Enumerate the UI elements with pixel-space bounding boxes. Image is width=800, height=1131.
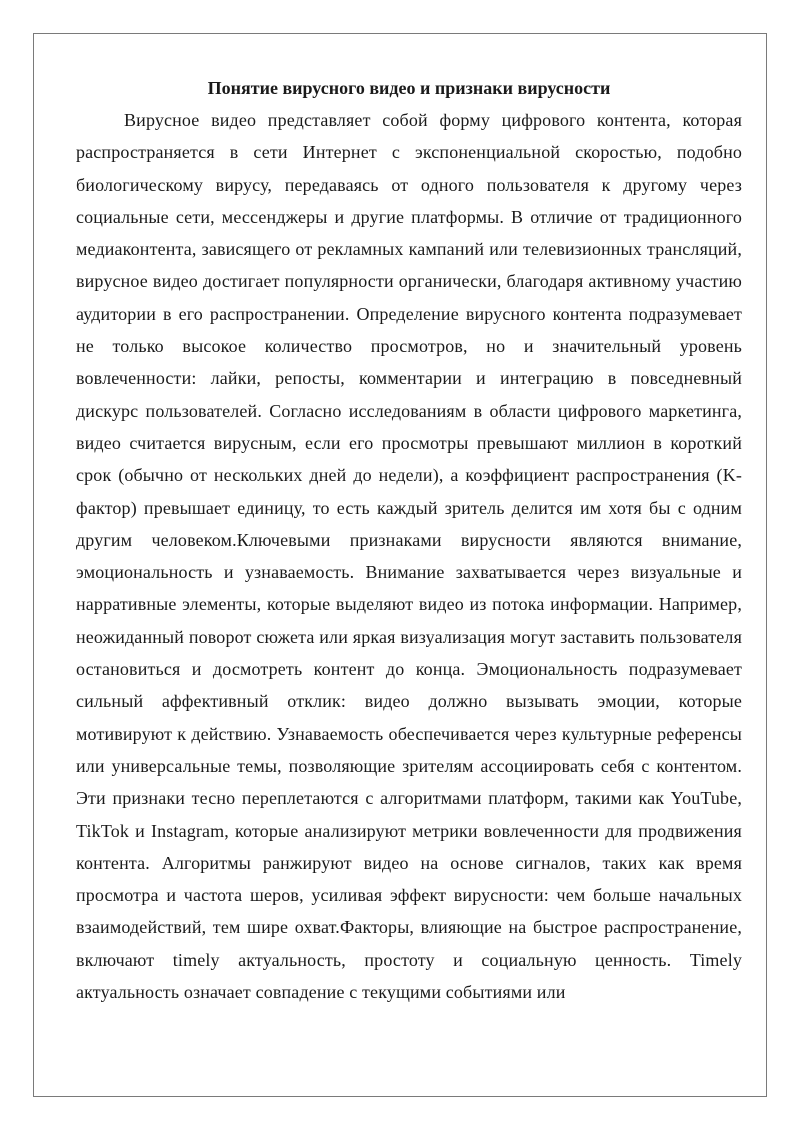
document-content — [76, 74, 742, 1008]
body-paragraph: Вирусное видео представляет собой форму цифрового контента, которая распространяется в сети Интернет с экспоненциальной скоростью, подобно биологическому вирусу, передаваясь от одного пользователя к другому через социальные сети, мессенджеры и другие платформы. В отличие от традиционного медиаконтента, зависящего от рекламных кампаний или телевизионных трансляций, вирусное видео достигает популярности органически, благодаря активному участию аудитории в его распространении. Определение вирусного контента подразумевает не только высокое количество просмотров, но и значительный уровень вовлеченности: лайки, репосты, комментарии и интеграцию в повседневный дискурс пользователей. Согласно исследованиям в области цифрового маркетинга, видео считается вирусным, если его просмотры превышают миллион в короткий срок (обычно от нескольких дней до недели), а коэффициент распространения (K-фактор) превышает единицу, то есть каждый зритель делится им хотя бы с одним другим человеком.Ключевыми признаками вирусности являются внимание, эмоциональность и узнаваемость. Внимание захватывается через визуальные и нарративные элементы, которые выделяют видео из потока информации. Например, неожиданный поворот сюжета или яркая визуализация могут заставить пользователя остановиться и досмотреть контент до конца. Эмоциональность подразумевает сильный аффективный отклик: видео должно вызывать эмоции, которые мотивируют к действию. Узнаваемость обеспечивается через культурные референсы или универсальные темы, позволяющие зрителям ассоциировать себя с контентом. Эти признаки тесно переплетаются с алгоритмами платформ, такими как YouTube, TikTok и Instagram, которые анализируют метрики вовлеченности для продвижения контента. Алгоритмы ранжируют видео на основе сигналов, таких как время просмотра и частота шеров, усиливая эффект вирусности: чем больше начальных взаимодействий, тем шире охват.Факторы, влияющие на быстрое распространение, включают timely актуальность, простоту и социальную ценность. Timely актуальность означает совпадение с текущими событиями или — [76, 110, 742, 1003]
document-title: Понятие вирусного видео и признаки вирусности — [207, 78, 611, 98]
